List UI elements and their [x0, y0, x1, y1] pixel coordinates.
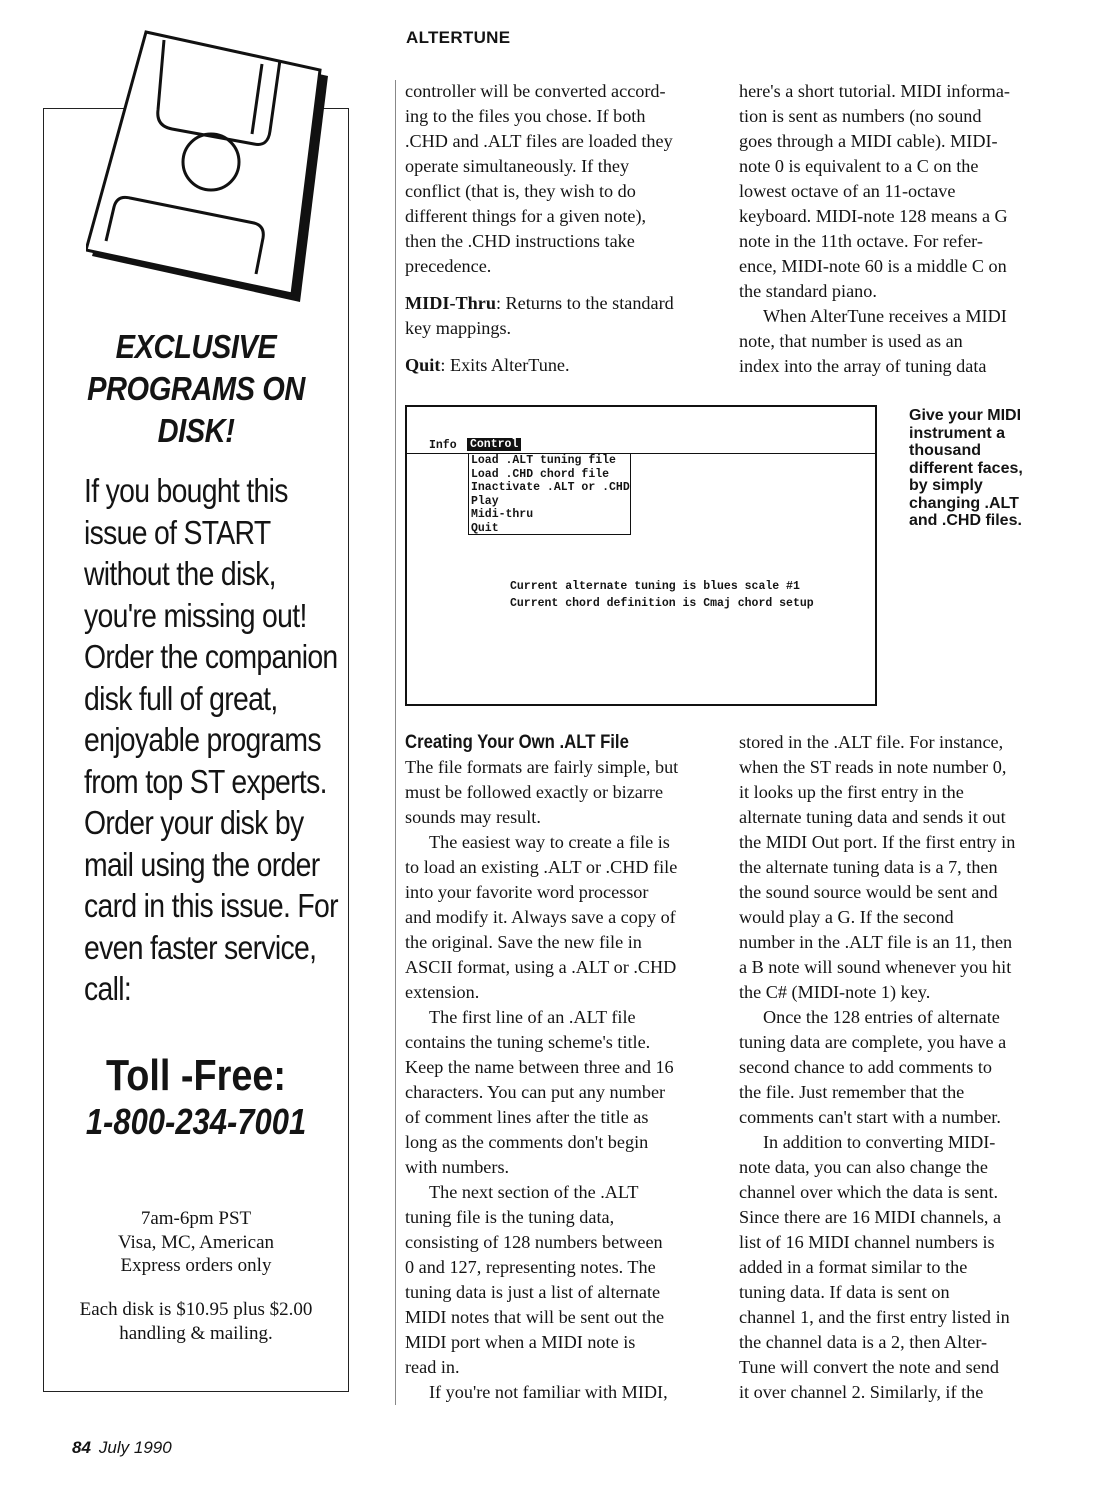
menu-control: Control [467, 438, 521, 451]
column-rule [395, 80, 396, 1405]
menu-info: Info [429, 439, 457, 452]
dropdown-item: Quit [471, 521, 499, 535]
ad-body-text: If you bought this issue of START without the disk, you're missing out! Order the companion disk full of great, enjoyable programs from top ST experts. Order your disk by mail using the order card in this issue. For even faster service, call: [84, 472, 338, 1007]
dropdown-item: Play [471, 494, 499, 508]
toll-free-number: 1-800-234-7001 [85, 1101, 307, 1142]
ad-headline: EXCLUSIVE PROGRAMS ON DISK! [87, 328, 305, 449]
midi-thru-entry: MIDI-Thru: Returns to the standard [405, 293, 674, 313]
page-number: 84 [72, 1438, 91, 1457]
disk-price: Each disk is $10.95 plus $2.00 handling & mailing. [79, 1299, 313, 1344]
toll-free-label: Toll -Free: [105, 1051, 287, 1100]
column-2-bottom: stored in the .ALT file. For instance, when the ST reads in note number 0, it looks up the first entry in the alternate tuning data and sends it out the MIDI Out port. If the first entry in the alternate tuning data is a 7, then the sound source would be sent and would play a G. If the second number in the .ALT file is an 11, then a B note will sound whenever you hit the C# (MIDI-note 1) key. Once the 128 entries of alternate tuning data are complete, you have a second chance to add comments to the file. Just remember that the comments can't start with a number. In addition to converting MIDI- note data, you can also change the channel over which the data is sent. Since there are 16 MIDI channels, a list of 16 MIDI channel numbers is added in a format similar to the tuning data. If data is sent on channel 1, and the first entry listed in the channel data is a 2, then Alter- Tune will convert the note and send it over channel 2. Similarly, if the [739, 732, 1016, 1402]
dropdown-item: Load .CHD chord file [471, 467, 610, 481]
floppy-disk-icon [86, 30, 336, 306]
order-hours: 7am-6pm PST Visa, MC, American Express orders only [117, 1208, 275, 1276]
dropdown-item: Inactivate .ALT or .CHD [471, 481, 630, 494]
dropdown-item: Midi-thru [471, 508, 534, 521]
dropdown-item: Load .ALT tuning file [471, 454, 616, 467]
figure-caption: Give your MIDI instrument a thousand different faces, by simply changing .ALT and .CHD files. [909, 407, 1023, 529]
issue-date: July 1990 [98, 1438, 172, 1457]
running-head: ALTERTUNE [406, 28, 511, 47]
section-heading: Creating Your Own .ALT File [405, 732, 629, 753]
column-2-top: here's a short tutorial. MIDI informa- tion is sent as numbers (no sound goes through a MIDI cable). MIDI- note 0 is equivalent to a C on the lowest octave of an 11-octave keyboard. MIDI-note 128 means a G note in the 11th octave. For refer- ence, MIDI-note 60 is a middle C on the standard piano. When AlterTune receives a MIDI note, that number is used as an index into the array of tuning data [739, 81, 1010, 376]
altertune-screenshot [405, 405, 877, 706]
control-dropdown [468, 453, 631, 535]
column-1-top: controller will be converted accord- ing to the files you chose. If both .CHD and .ALT files are loaded they operate simultaneously. If they conflict (that is, they wish to do different things for a given note), then the .CHD instructions take precedence. MIDI-Thru: Returns to the standard key mappings. Quit: Exits AlterTune. [405, 79, 674, 378]
column-1-bottom: Creating Your Own .ALT File The file formats are fairly simple, but must be followed exactly or bizarre sounds may result. The easiest way to create a file is to load an existing .ALT or .CHD file into your favorite word processor and modify it. Always save a copy of the original. Save the new file in ASCII format, using a .ALT or .CHD extension. The first line of an .ALT file contains the tuning scheme's title. Keep the name between three and 16 characters. You can put any number of comment lines after the title as long as the comments don't begin with numbers. The next section of the .ALT tuning file is the tuning data, consisting of 128 numbers between 0 and 127, representing notes. The tuning data is just a list of alternate MIDI notes that will be sent out the MIDI port when a MIDI note is read in. If you're not familiar with MIDI, [405, 732, 679, 1402]
status-text: Current alternate tuning is blues scale #1 Current chord definition is Cmaj chord setup [510, 580, 814, 610]
page-footer [72, 1438, 172, 1458]
quit-entry: Quit: Exits AlterTune. [405, 355, 570, 375]
